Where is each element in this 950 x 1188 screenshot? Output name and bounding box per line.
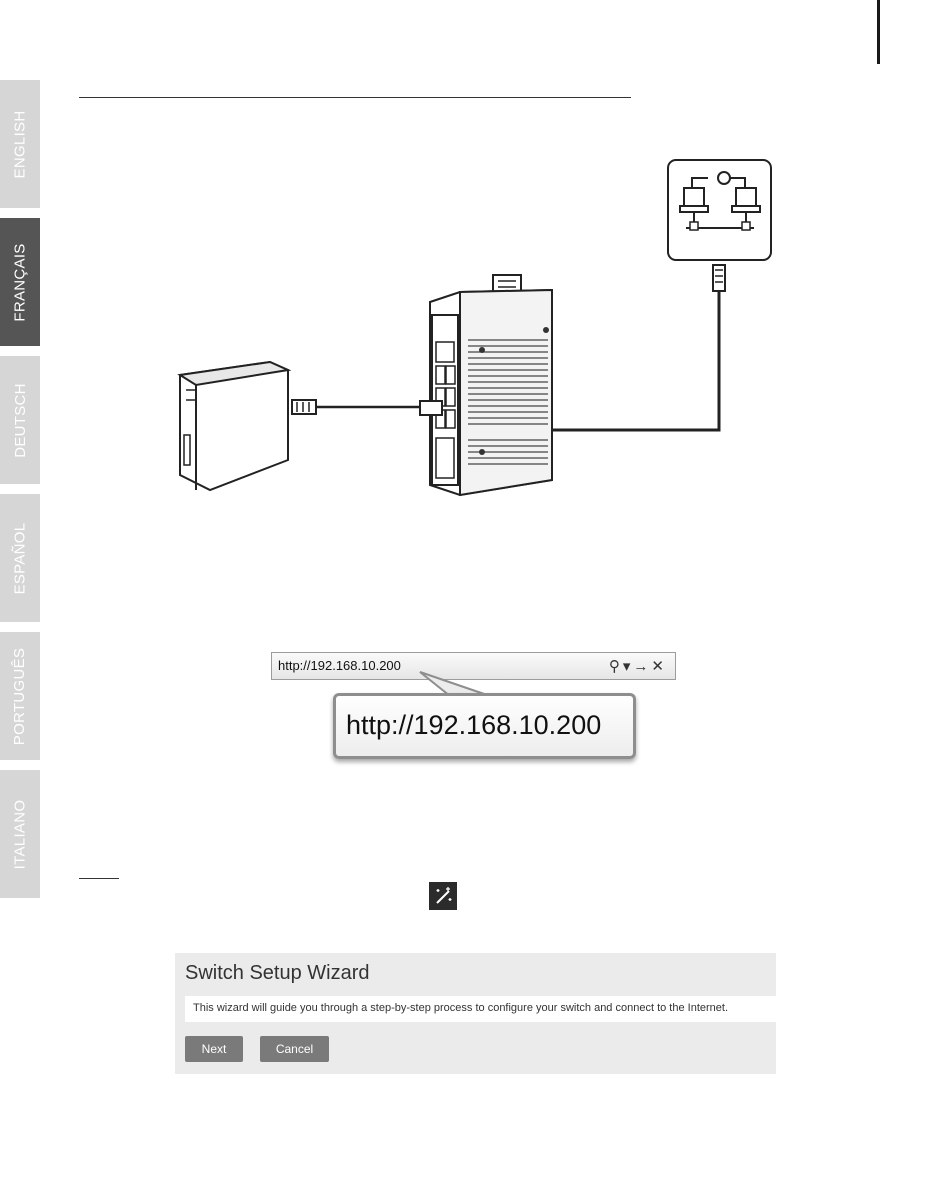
address-url[interactable]: http://192.168.10.200 <box>278 658 401 673</box>
computer-tower <box>180 362 288 490</box>
wizard-title: Switch Setup Wizard <box>185 962 370 984</box>
cancel-button[interactable]: Cancel <box>260 1036 329 1062</box>
switch-setup-wizard <box>175 953 776 1074</box>
switch-device <box>430 275 552 495</box>
lang-tab-francais[interactable] <box>0 218 40 346</box>
lang-tab-deutsch[interactable] <box>0 356 40 484</box>
connection-diagram <box>160 150 800 510</box>
lang-tab-italiano[interactable] <box>0 770 40 898</box>
note-rule <box>79 878 119 879</box>
lang-tab-label: FRANÇAIS <box>11 242 29 322</box>
header-rule <box>79 97 631 98</box>
address-bar-icons <box>609 657 667 675</box>
lang-tab-portugues[interactable] <box>0 632 40 760</box>
wizard-wand-icon <box>429 882 457 910</box>
computer-cable <box>292 400 442 415</box>
dropdown-icon[interactable]: ▾ <box>622 658 634 675</box>
lang-tab-espanol[interactable] <box>0 494 40 622</box>
zoomed-url-callout <box>333 693 636 759</box>
zoomed-url: http://192.168.10.200 <box>346 710 602 740</box>
lang-tab-label: ITALIANO <box>11 799 29 869</box>
close-icon[interactable]: ✕ <box>651 658 667 675</box>
wizard-description: This wizard will guide you through a step-by-step process to configure your switch and connect to the Internet. <box>185 996 776 1022</box>
search-icon[interactable]: ⚲ <box>608 658 623 675</box>
network-icon <box>668 160 771 260</box>
go-arrow-icon[interactable]: → <box>633 658 652 675</box>
lang-tab-label: PORTUGUÊS <box>11 647 29 745</box>
lang-tab-english[interactable] <box>0 80 40 208</box>
lang-tab-label: ESPAÑOL <box>11 522 29 594</box>
lang-tab-label: ENGLISH <box>11 110 29 178</box>
page-edge-rule <box>877 0 880 64</box>
lang-tab-label: DEUTSCH <box>11 382 29 458</box>
next-button[interactable]: Next <box>185 1036 243 1062</box>
